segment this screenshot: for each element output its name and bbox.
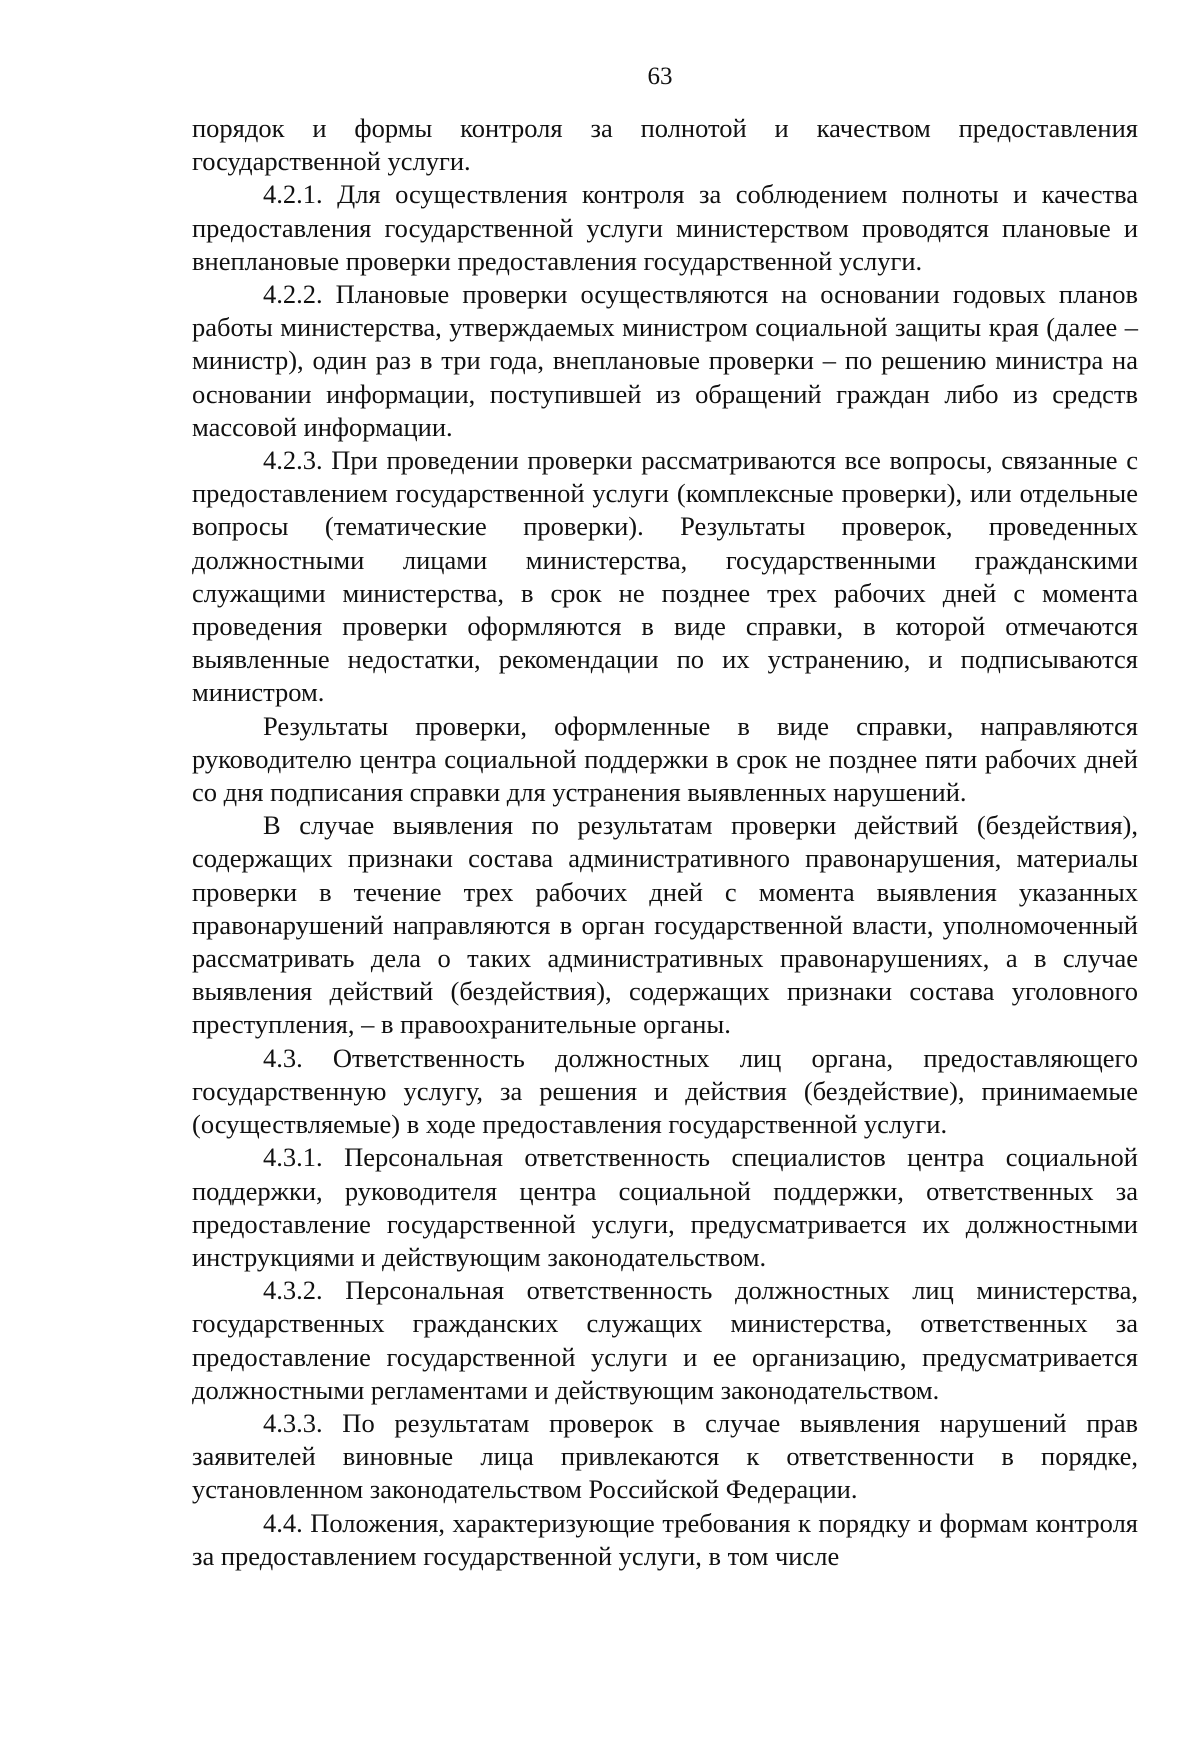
paragraph-4-3: 4.3. Ответственность должностных лиц органа, предоставляющего государственную услугу, за решения и действия (бездействие), принимаемые (осуществляемые) в ходе предоставления государственной услуги.: [192, 1042, 1138, 1140]
page-number: 63: [647, 63, 673, 90]
paragraph-4-3-2: 4.3.2. Персональная ответственность должностных лиц министерства, государственных гражданских служащих министерства, ответственных за предоставление государственной услуги и ее организацию, предусматривается должностными регламентами и действующим законодательством.: [192, 1275, 1138, 1405]
paragraph-inspection-results: Результаты проверки, оформленные в виде справки, направляются руководителю центра социальной поддержки в срок не позднее пяти рабочих дней со дня подписания справки для устранения выявленных нарушений.: [192, 710, 1138, 808]
document-body: [192, 112, 1138, 1573]
paragraph-4-3-1: 4.3.1. Персональная ответственность специалистов центра социальной поддержки, руководителя центра социальной поддержки, ответственных за предоставление государственной услуги, предусматривается их должностными инструкциями и действующим законодательством.: [192, 1142, 1138, 1272]
paragraph-4-2-2: 4.2.2. Плановые проверки осуществляются на основании годовых планов работы министерства, утверждаемых министром социальной защиты края (далее – министр), один раз в три года, внеплановые проверки – по решению министра на основании информации, поступившей из обращений граждан либо из средств массовой информации.: [192, 279, 1138, 442]
paragraph-violations: В случае выявления по результатам проверки действий (бездействия), содержащих признаки состава административного правонарушения, материалы проверки в течение трех рабочих дней с момента выявления указанных правонарушений направляются в орган государственной власти, уполномоченный рассматривать дела о таких административных правонарушениях, а в случае выявления действий (бездействия), содержащих признаки состава уголовного преступления, – в правоохранительные органы.: [192, 810, 1138, 1040]
paragraph-4-2-3: 4.2.3. При проведении проверки рассматриваются все вопросы, связанные с предоставлением государственной услуги (комплексные проверки), или отдельные вопросы (тематические проверки). Результаты проверок, проведенных должностными лицами министерства, государственными гражданскими служащими министерства, в срок не позднее трех рабочих дней с момента проведения проверки оформляются в виде справки, в которой отмечаются выявленные недостатки, рекомендации по их устранению, и подписываются министром.: [192, 445, 1138, 708]
paragraph-4-3-3: 4.3.3. По результатам проверок в случае выявления нарушений прав заявителей виновные лица привлекаются к ответственности в порядке, установленном законодательством Российской Федерации.: [192, 1407, 1138, 1505]
paragraph-4-2-1: 4.2.1. Для осуществления контроля за соблюдением полноты и качества предоставления государственной услуги министерством проводятся плановые и внеплановые проверки предоставления государственной услуги.: [192, 179, 1138, 276]
paragraph-continuation: порядок и формы контроля за полнотой и качеством предоставления государственной услуги.: [192, 113, 1138, 177]
paragraph-4-4: 4.4. Положения, характеризующие требования к порядку и формам контроля за предоставлением государственной услуги, в том числе: [192, 1507, 1138, 1571]
